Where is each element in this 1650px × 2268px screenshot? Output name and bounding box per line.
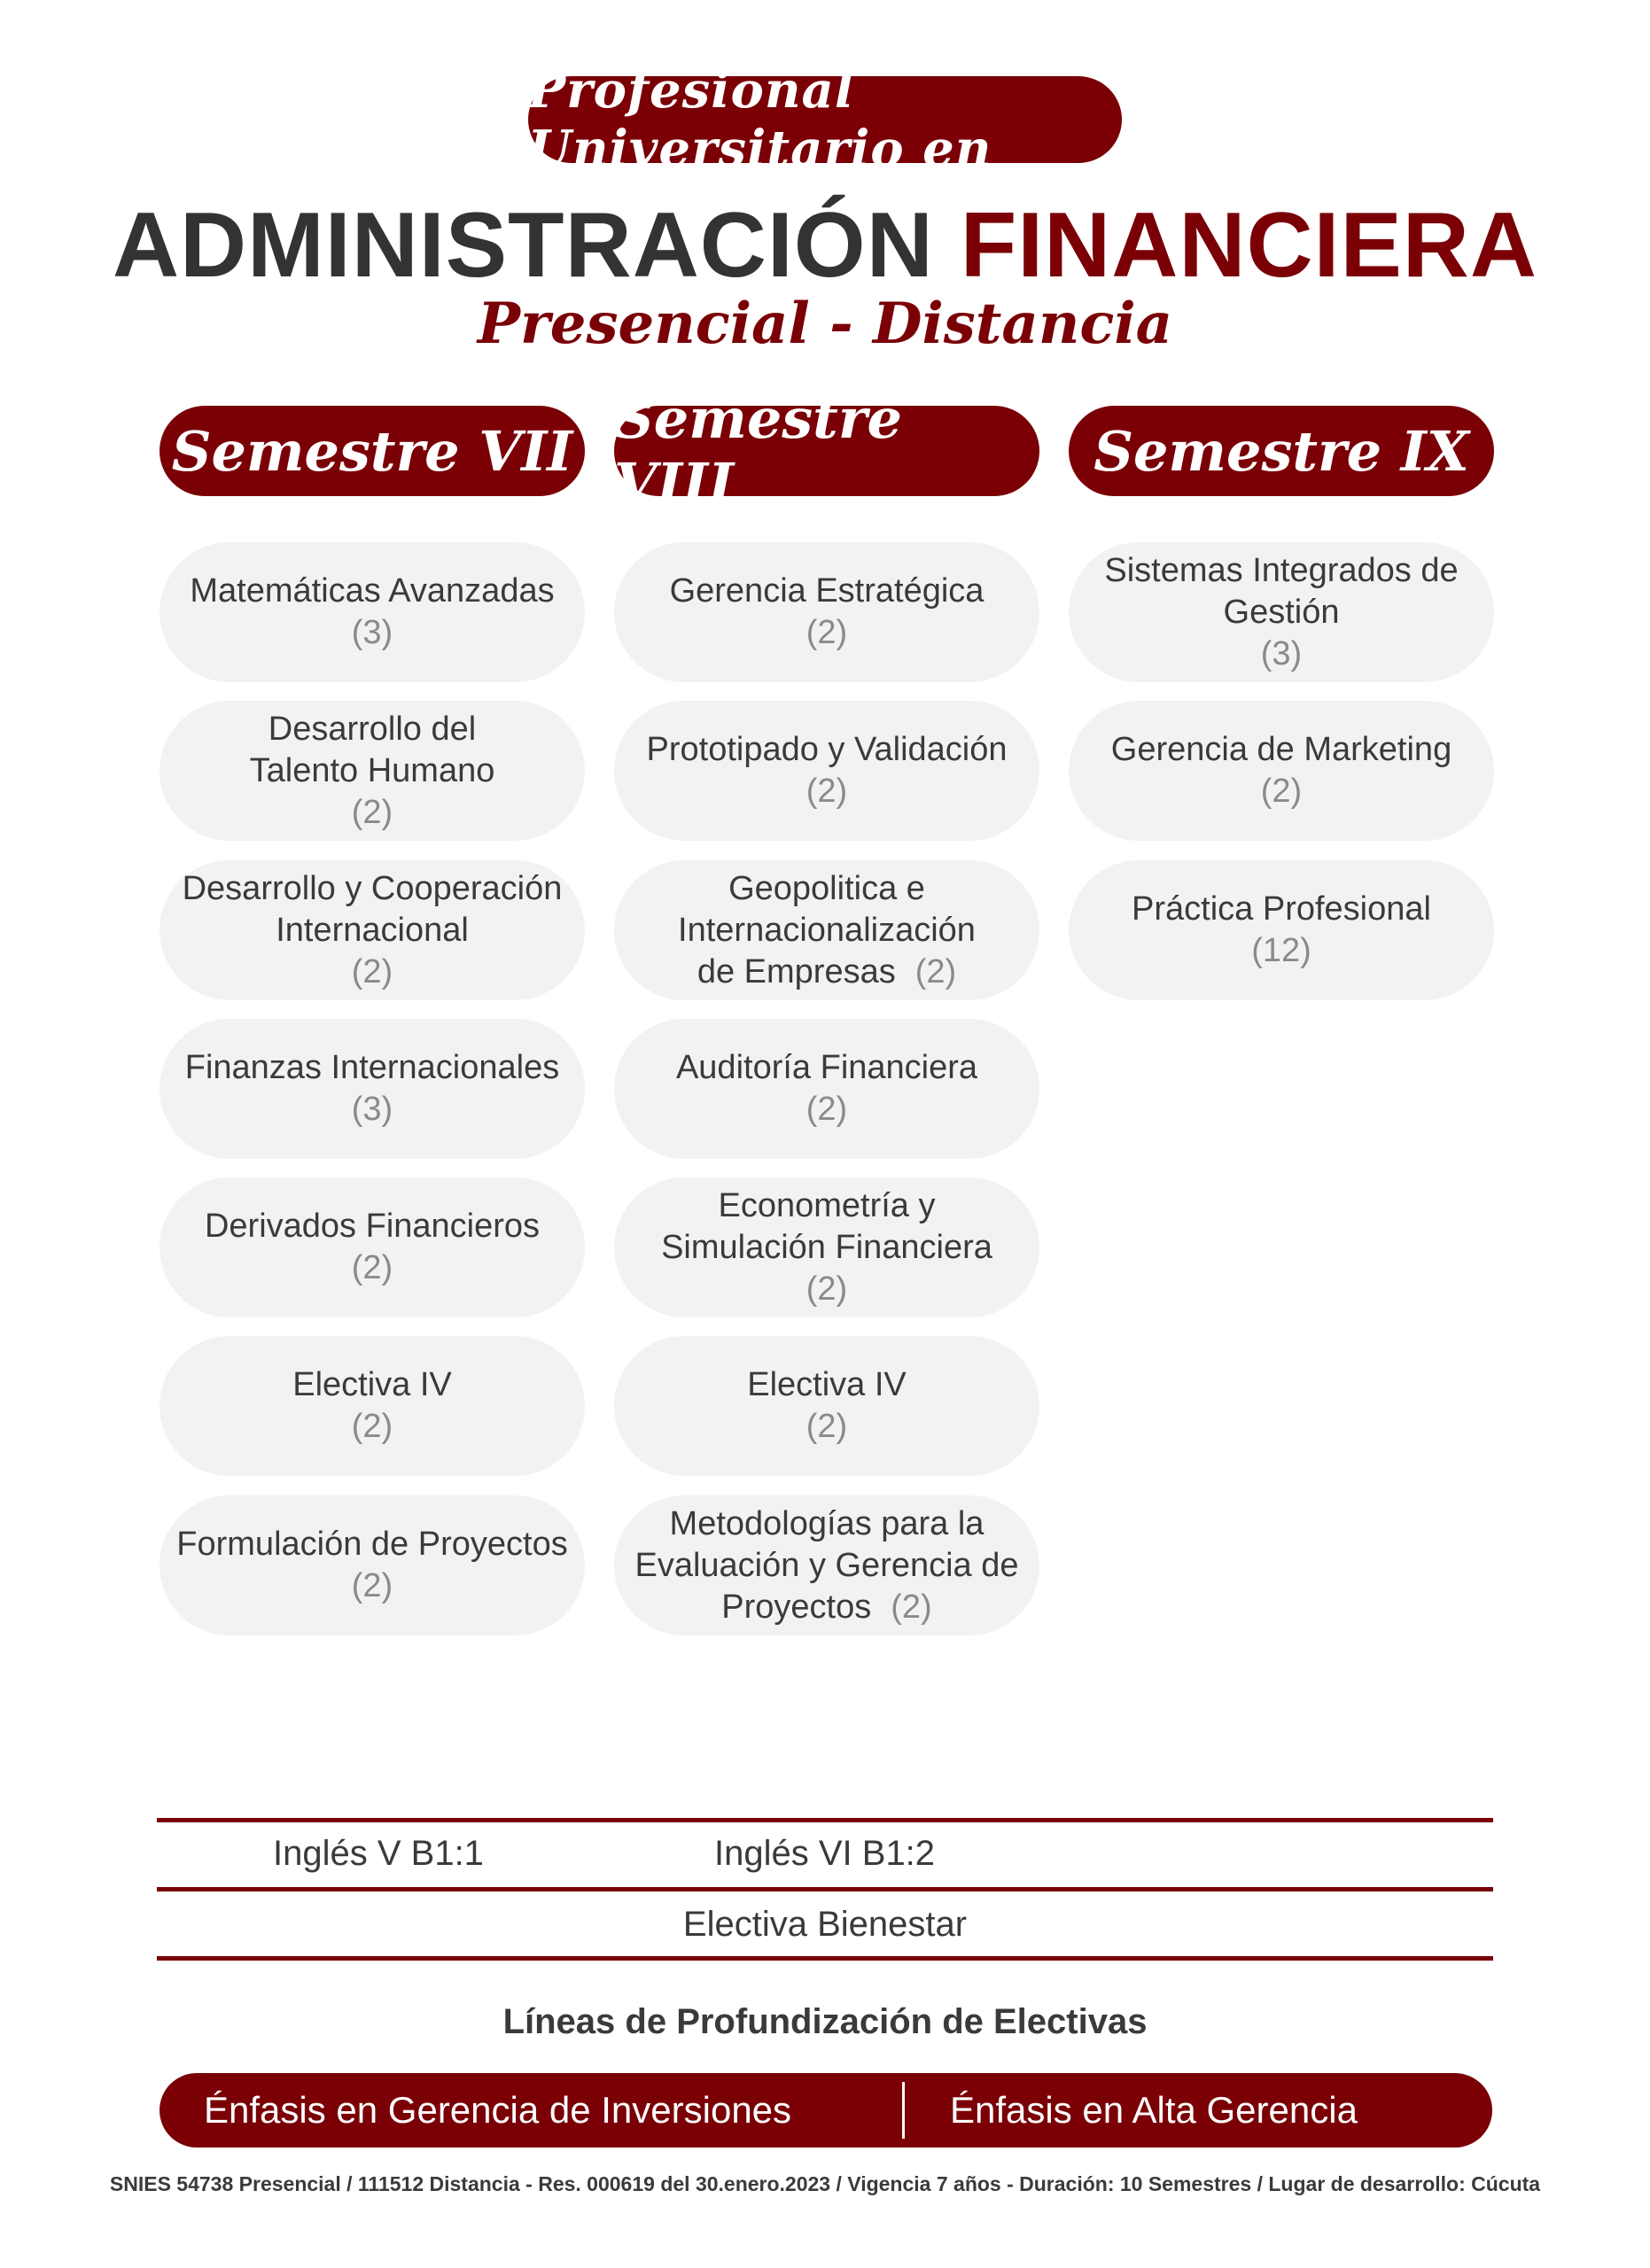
- course-credits: (2): [806, 1408, 848, 1445]
- course-card: [614, 701, 1039, 841]
- divider-rule: [157, 1956, 1493, 1961]
- semester-header: [1069, 406, 1494, 496]
- semester-header: [160, 406, 585, 496]
- course-name-part: Proyectos: [721, 1588, 872, 1626]
- course-card: [160, 1495, 585, 1635]
- course-credits: (2): [351, 1408, 393, 1445]
- course-credits: (2): [806, 1091, 848, 1128]
- semester-header: [614, 386, 1039, 516]
- course-credits: (2): [806, 773, 848, 810]
- course-card: [614, 860, 1039, 1000]
- emphasis-divider: [902, 2082, 905, 2139]
- course-credits: (2): [1260, 773, 1303, 810]
- course-name: Derivados Financieros: [204, 1208, 541, 1245]
- course-name-line: Internacionalización: [678, 911, 976, 949]
- course-card: [160, 1336, 585, 1476]
- footer-legal-text: SNIES 54738 Presencial / 111512 Distancia - Res. 000619 del 30.enero.2023 / Vigencia 7 años - Duración: 10 Semestres / Lugar de desarrollo: Cúcuta: [109, 2172, 1541, 2195]
- course-name: Desarrollo y Cooperación Internacional: [182, 869, 563, 949]
- semester-label: Semestre VIII: [614, 386, 902, 516]
- course-name: Gerencia de Marketing: [1110, 731, 1452, 768]
- course-card: [614, 542, 1039, 682]
- emphasis-inversiones: Énfasis en Gerencia de Inversiones: [204, 2089, 792, 2131]
- semester-column-ix: [1069, 406, 1494, 496]
- course-name: Matemáticas Avanzadas: [190, 572, 555, 610]
- course-card: [614, 1177, 1039, 1317]
- course-card: [614, 1336, 1039, 1476]
- course-card: [160, 1177, 585, 1317]
- course-card: [160, 1019, 585, 1159]
- course-name: Econometría y Simulación Financiera: [661, 1186, 992, 1266]
- course-credits: (12): [1251, 932, 1311, 969]
- english-vi-label: Inglés VI B1:2: [714, 1834, 936, 1873]
- course-name-part: de Empresas: [697, 952, 896, 990]
- title-part-1: ADMINISTRACIÓN: [112, 194, 934, 297]
- course-credits: (2): [891, 1588, 932, 1626]
- divider-rule: [157, 1818, 1493, 1822]
- course-name-line: [709, 1587, 944, 1628]
- semester-column-viii: [614, 386, 1039, 516]
- course-credits: (2): [351, 793, 393, 831]
- course-credits: (2): [806, 1270, 848, 1308]
- course-card: [614, 1019, 1039, 1159]
- course-name-line: Metodologías para la: [669, 1504, 985, 1542]
- course-card: [1069, 860, 1494, 1000]
- course-credits: (3): [351, 614, 393, 651]
- course-card: [1069, 701, 1494, 841]
- english-v-label: Inglés V B1:1: [273, 1834, 484, 1873]
- title-part-2: FINANCIERA: [960, 194, 1538, 297]
- course-name: Formulación de Proyectos: [176, 1526, 568, 1563]
- course-name-line: Evaluación y Gerencia de: [634, 1546, 1019, 1584]
- course-card: [1069, 542, 1494, 682]
- course-name: Finanzas Internacionales: [184, 1049, 560, 1086]
- course-name-line: Geopolitica e: [728, 869, 925, 907]
- course-credits: (2): [915, 952, 957, 990]
- course-name: Prototipado y Validación: [646, 731, 1008, 768]
- course-name: Sistemas Integrados de Gestión: [1104, 551, 1459, 631]
- modality-subtitle: Presencial - Distancia: [477, 291, 1173, 357]
- course-card: [160, 542, 585, 682]
- course-credits: (3): [351, 1091, 393, 1128]
- page-title: [0, 193, 1650, 299]
- program-type-badge: [528, 61, 1122, 178]
- course-card: [160, 701, 585, 841]
- course-card: [614, 1495, 1039, 1635]
- semester-label: Semestre VII: [171, 418, 573, 484]
- electives-title: Líneas de Profundización de Electivas: [502, 2002, 1148, 2041]
- course-credits: (3): [1260, 634, 1303, 672]
- course-card: [160, 860, 585, 1000]
- course-name: Práctica Profesional: [1132, 890, 1431, 928]
- course-name: Electiva IV: [292, 1366, 452, 1403]
- course-credits: (2): [351, 1567, 393, 1604]
- bienestar-label: Electiva Bienestar: [682, 1905, 968, 1944]
- course-credits: (2): [806, 614, 848, 651]
- program-type-label: Profesional Universitario en: [528, 61, 992, 178]
- emphasis-alta-gerencia: Énfasis en Alta Gerencia: [950, 2089, 1358, 2131]
- course-name: Auditoría Financiera: [675, 1049, 978, 1086]
- course-name-line: [685, 951, 969, 993]
- divider-rule: [157, 1887, 1493, 1891]
- course-name: Gerencia Estratégica: [669, 572, 985, 610]
- semester-label: Semestre IX: [1094, 418, 1469, 484]
- emphasis-bar: [160, 2073, 1492, 2148]
- course-name: Electiva IV: [747, 1366, 907, 1403]
- course-credits: (2): [351, 952, 393, 990]
- course-name: Desarrollo del Talento Humano: [249, 710, 495, 789]
- semester-column-vii: [160, 406, 585, 496]
- course-credits: (2): [351, 1249, 393, 1286]
